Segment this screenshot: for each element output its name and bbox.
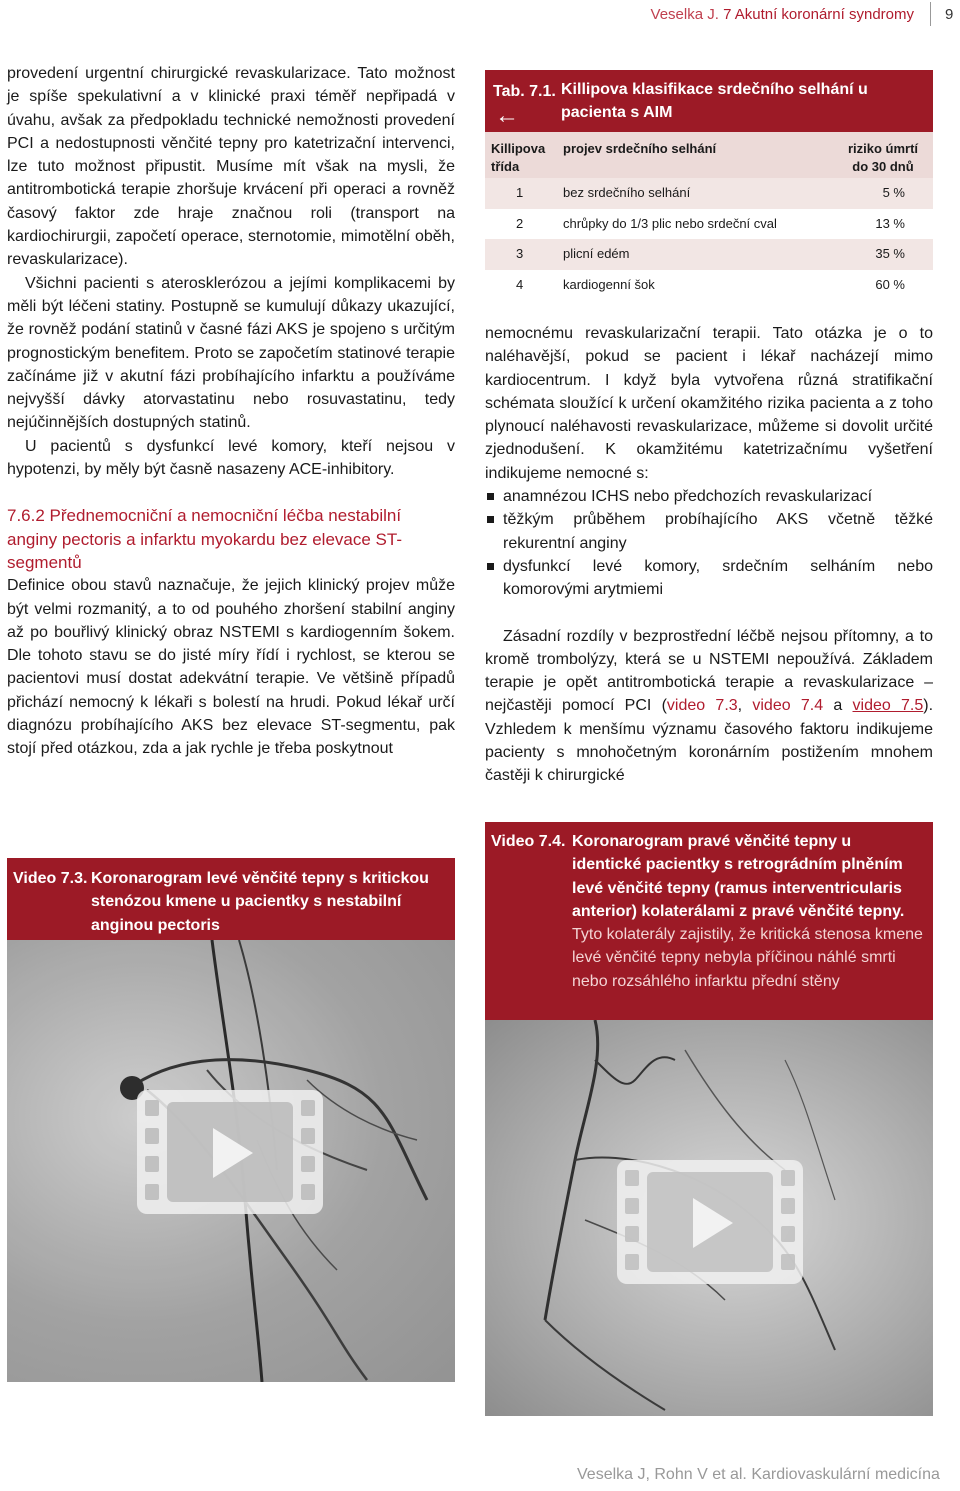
angiogram-image — [485, 1020, 933, 1416]
video-label: Video 7.3. — [13, 870, 88, 887]
header-author: Veselka J. — [650, 6, 719, 23]
column-header-risk: riziko úmrtí do 30 dnů — [847, 141, 919, 174]
section-heading: 7.6.2 Přednemocniční a nemocniční léčba nestabilní anginy pectoris a infarktu myokardu bez elevace ST-segmentů — [7, 506, 402, 572]
header-divider — [930, 2, 931, 26]
cell-risk: 35 % — [875, 246, 905, 261]
table-title: Killipova klasifikace srdečního selhání u pacienta s AIM — [561, 81, 868, 121]
paragraph — [485, 625, 933, 788]
caption-bold: Koronarogram pravé věnčité tepny u identické pacientky s retrográdním plněním levé věnčité tepny (ramus interventricularis anterior) kolaterálami z pravé věnčité tepny. — [572, 833, 905, 920]
paragraph: Všichni pacienti s aterosklerózou a jejími komplikacemi by měli být léčeni statiny. Postupně se kumulují důkazy ukazující, že rovněž podání statinů v časné fázi AKS je spojeno s určitým prognostickým benefitem. Proto se započetím statinové terapie začínáme již v akutní fázi probíhajícího infarktu a používáme nejvyšší dávky atorvastatinu nebo rosuvastatinu, tedy nejúčinnějších dostupných statinů. — [7, 274, 455, 432]
video-7-3-link[interactable]: video 7.3 — [666, 697, 738, 715]
video-7-4-player[interactable] — [485, 1020, 933, 1416]
video-caption — [572, 830, 924, 993]
paragraph-text: ). Vzhledem k menšímu významu časového faktoru indikujeme pacienty s mnohočetným koronárním postižením mnohem častěji k chirurgické — [485, 697, 934, 785]
cell-symptom: kardiogenní šok — [563, 276, 655, 292]
video-play-icon[interactable] — [617, 1160, 803, 1284]
text-separator: , — [737, 697, 753, 715]
cell-symptom: bez srdečního selhání — [563, 185, 691, 200]
table-row — [485, 270, 933, 301]
cell-risk: 60 % — [875, 276, 905, 292]
cell-class: 3 — [516, 246, 524, 261]
running-header — [0, 0, 960, 32]
paragraph: Definice obou stavů naznačuje, že jejich klinický projev může být velmi rozmanitý, a to od pouhého zhoršení stabilní anginy až po bouřlivý klinický obraz NSTEMI s kardiogenním šokem. Dle tohoto stavu se do jisté míry řídí i rychlost, se kterou se pacientovi musí dostat adekvátní terapie. Ve většině případů přichází nemocný k lékaři s bolestí na hrudi. Pokud lékař určí diagnózu probíhajícího AKS bez elevace ST-segmentu, pak stojí před otázkou, zda a jak rychle je třeba poskytnout — [7, 577, 455, 758]
page-number: 9 — [945, 6, 954, 23]
video-play-icon[interactable] — [137, 1090, 323, 1214]
table-column-headers — [485, 132, 933, 178]
video-7-3-player[interactable] — [7, 940, 455, 1382]
angiogram-image — [7, 940, 455, 1382]
table-row — [485, 239, 933, 270]
killip-table — [485, 70, 933, 300]
video-7-3-caption — [7, 858, 455, 940]
left-column — [7, 62, 455, 761]
list-item: anamnézou ICHS nebo předchozích revaskularizací — [485, 485, 933, 508]
video-caption: Koronarogram levé věnčité tepny s kritickou stenózou kmene u pacientky s nestabilní anginou pectoris — [91, 870, 429, 934]
paragraph-text: Zásadní rozdíly v bezprostřední léčbě nejsou přítomny, a to kromě trombolýzy, která se u NSTEMI nepoužívá. Základem terapie je opět antitrombotická terapie a revaskularizace – nejčastěji pomocí PCI ( — [485, 627, 933, 715]
right-column — [485, 322, 933, 788]
paragraph: provedení urgentní chirurgické revaskularizace. Tato možnost je spíše spekulativní a v klinické praxi téměř nepřipadá v úvahu, avšak za předpokladu technické nemožnosti provedení PCI a nedostupnosti věnčité tepny pro katetrizační intervenci, lze tuto možnost připustit. Musíme mít však na mysli, že antitrombotická terapie zhoršuje krvácení při operaci a rovněž časový faktor zde hraje značnou roli (transport na kardiochirurgii, započetí operace, sternotomie, mimotělní oběh, revaskularizace). — [7, 65, 455, 269]
video-7-4-caption — [485, 822, 933, 1020]
list-item: těžkým průběhem probíhajícího AKS včetně těžké rekurentní anginy — [485, 508, 933, 555]
indication-list — [485, 485, 933, 601]
table-row — [485, 178, 933, 209]
cell-symptom: chrůpky do 1/3 plic nebo srdeční cval — [563, 215, 777, 231]
table-header — [485, 70, 933, 132]
running-footer: Veselka J, Rohn V et al. Kardiovaskulární medicína — [577, 1466, 940, 1483]
video-7-5-link[interactable]: video 7.5 — [852, 697, 924, 715]
back-arrow-icon[interactable]: ← — [495, 102, 519, 129]
header-chapter: 7 Akutní koronární syndromy — [723, 6, 914, 23]
cell-class: 4 — [516, 276, 524, 292]
video-7-4-link[interactable]: video 7.4 — [752, 697, 824, 715]
running-title — [651, 6, 914, 23]
cell-class: 2 — [516, 215, 524, 231]
list-item: dysfunkcí levé komory, srdečním selháním nebo komorovými arytmiemi — [485, 555, 933, 602]
table-row — [485, 209, 933, 240]
table-label: Tab. 7.1. — [493, 83, 556, 100]
cell-risk: 5 % — [882, 185, 905, 200]
caption-regular: Tyto kolaterály zajistily, že kritická stenosa kmene levé věnčité tepny nebyla příčinou náhlé smrti nebo rozsáhlého infarktu přední stěny — [572, 926, 923, 990]
paragraph: nemocnému revaskularizační terapii. Tato otázka je o to naléhavější, pokud se pacient i lékař nacházejí mimo kardiocentrum. I když byla vytvořena různá stratifikační schémata sloužící k určení okamžitého rizika pacienta a z toho plynoucí naléhavosti revaskularizace, můžeme si dovolit určité zjednodušení. K okamžitému katetrizačnímu vyšetření indikujeme nemocné s: — [485, 325, 933, 482]
paragraph: U pacientů s dysfunkcí levé komory, kteří nejsou v hypotenzi, by měly být časně nasazeny ACE-inhibitory. — [7, 437, 455, 479]
text-separator: a — [823, 697, 853, 715]
cell-class: 1 — [516, 185, 524, 200]
cell-risk: 13 % — [875, 215, 905, 231]
cell-symptom: plicní edém — [563, 246, 630, 261]
column-header-symptom: projev srdečního selhání — [563, 141, 717, 156]
video-label: Video 7.4. — [491, 833, 566, 850]
column-header-class: Killipova třída — [491, 141, 546, 174]
